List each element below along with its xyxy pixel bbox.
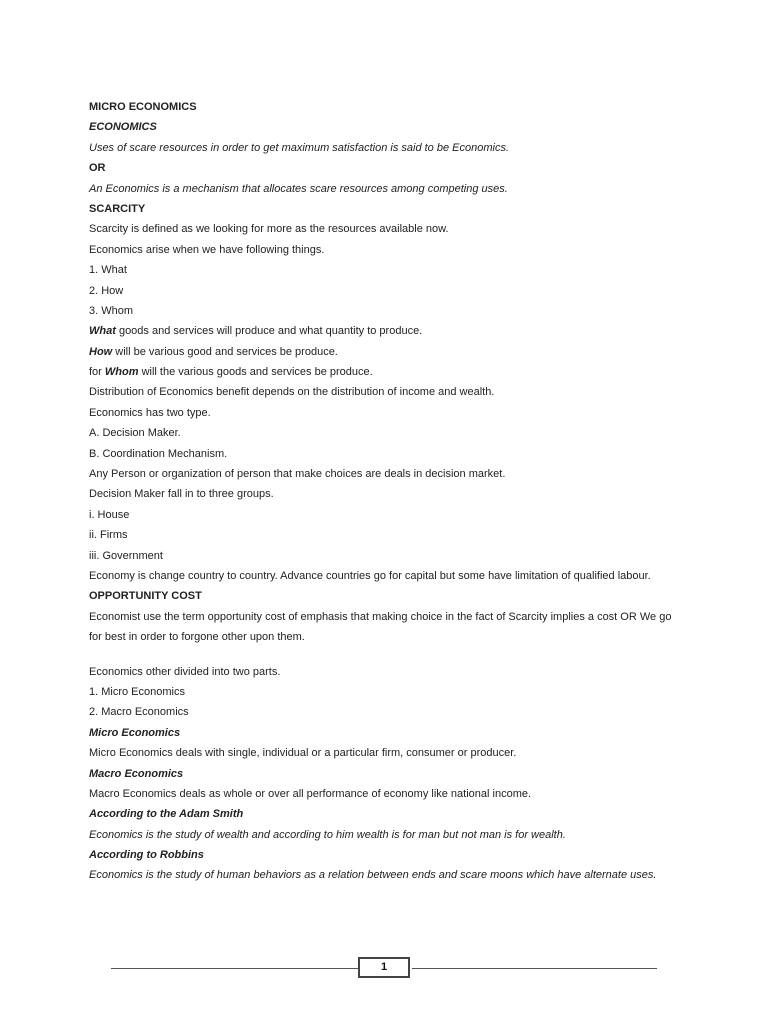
opportunity-heading: OPPORTUNITY COST <box>89 590 202 603</box>
or-separator: OR <box>89 162 106 175</box>
micro-heading: Micro Economics <box>89 726 181 739</box>
list-item: 2. Macro Economics <box>89 706 189 719</box>
list-item: 1. Micro Economics <box>89 685 185 698</box>
macro-text: Macro Economics deals as whole or over all performance of economy like national income. <box>89 787 532 800</box>
definition-1: Uses of scare resources in order to get maximum satisfaction is said to be Economics. <box>89 141 510 154</box>
robbins-text: Economics is the study of human behaviors as a relation between ends and scare moons which have alternate uses. <box>89 869 657 882</box>
what-line <box>89 321 689 341</box>
economy-text: Economy is change country to country. Advance countries go for capital but some have limitation of qualified labour. <box>89 569 651 582</box>
document-body <box>89 97 689 886</box>
for-word: for <box>89 366 105 379</box>
doc-title: MICRO ECONOMICS <box>89 101 197 113</box>
arise-text: Economics arise when we have following things. <box>89 243 325 256</box>
footer-rule-left <box>111 968 358 969</box>
adam-smith-heading: According to the Adam Smith <box>89 808 244 821</box>
type-a: A. Decision Maker. <box>89 427 181 440</box>
adam-smith-text: Economics is the study of wealth and according to him wealth is for man but not man is for wealth. <box>89 828 566 841</box>
opportunity-text: Economist use the term opportunity cost of emphasis that making choice in the fact of Scarcity implies a cost OR We go for best in order to forgone other upon them. <box>89 610 672 644</box>
scarcity-text: Scarcity is defined as we looking for more as the resources available now. <box>89 223 449 236</box>
divided-text: Economics other divided into two parts. <box>89 665 281 678</box>
definition-2: An Economics is a mechanism that allocates scare resources among competing uses. <box>89 182 508 195</box>
list-item: 3. Whom <box>89 304 134 317</box>
macro-heading: Macro Economics <box>89 767 184 780</box>
page-number: 1 <box>358 957 410 978</box>
scarcity-heading: SCARCITY <box>89 202 146 215</box>
list-item: ii. Firms <box>89 529 128 542</box>
how-rest: will be various good and services be produce. <box>112 345 338 358</box>
list-item: 2. How <box>89 284 124 297</box>
what-rest: goods and services will produce and what quantity to produce. <box>115 325 423 338</box>
economics-heading: ECONOMICS <box>89 121 157 134</box>
list-item: iii. Government <box>89 549 163 562</box>
distribution-text: Distribution of Economics benefit depends on the distribution of income and wealth. <box>89 386 495 399</box>
whom-rest: will the various goods and services be produce. <box>138 366 373 379</box>
robbins-heading: According to Robbins <box>89 849 204 862</box>
micro-text: Micro Economics deals with single, individual or a particular firm, consumer or producer. <box>89 747 517 760</box>
paragraph-spacer <box>89 648 689 662</box>
how-line <box>89 342 689 362</box>
footer-rule-right <box>412 968 657 969</box>
whom-line <box>89 362 689 382</box>
whom-word: Whom <box>104 366 139 379</box>
groups-text: Decision Maker fall in to three groups. <box>89 488 274 501</box>
list-item: i. House <box>89 508 130 521</box>
type-b: B. Coordination Mechanism. <box>89 447 228 460</box>
two-type-text: Economics has two type. <box>89 406 211 419</box>
what-word: What <box>89 325 116 338</box>
list-item: 1. What <box>89 264 127 277</box>
any-person-text: Any Person or organization of person that make choices are deals in decision market. <box>89 468 506 481</box>
how-word: How <box>89 345 113 358</box>
